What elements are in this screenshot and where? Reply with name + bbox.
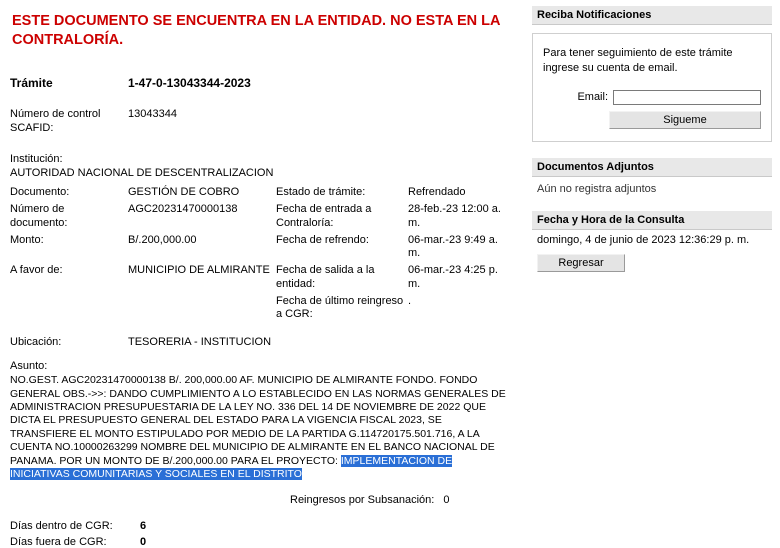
adjuntos-section xyxy=(532,158,772,195)
numero-documento-value: AGC20231470000138 xyxy=(128,203,238,216)
dias-grid xyxy=(10,520,515,548)
fecha-entrada-label: Fecha de entrada a Contraloría: xyxy=(276,203,372,229)
email-row xyxy=(543,90,761,105)
tramite-row xyxy=(10,76,515,90)
estado-value: Refrendado xyxy=(408,186,466,199)
institucion-label: Institución: xyxy=(10,152,63,165)
adjuntos-empty-text: Aún no registra adjuntos xyxy=(537,182,657,195)
ubicacion-value: TESORERIA - INSTITUCION xyxy=(128,336,272,349)
dias-fuera-value: 0 xyxy=(140,535,147,548)
numero-documento-label: Número de documento: xyxy=(10,203,68,229)
sidebar xyxy=(525,0,780,453)
consulta-section xyxy=(532,211,772,272)
tramite-label: Trámite xyxy=(10,76,53,91)
adjuntos-title: Documentos Adjuntos xyxy=(532,158,772,177)
fecha-reingreso-label: Fecha de último reingreso a CGR: xyxy=(276,294,404,321)
notificaciones-box xyxy=(532,33,772,142)
fecha-reingreso-value: . xyxy=(408,294,412,307)
fecha-refrendo-label: Fecha de refrendo: xyxy=(276,233,369,246)
notificaciones-title: Reciba Notificaciones xyxy=(532,6,772,25)
reingresos-row xyxy=(290,494,515,506)
regresar-wrap xyxy=(532,254,772,272)
status-alert: ESTE DOCUMENTO SE ENCUENTRA EN LA ENTIDAD. NO ESTA EN LA CONTRALORÍA. xyxy=(12,13,500,49)
asunto-text xyxy=(10,374,510,482)
dias-fuera-label: Días fuera de CGR: xyxy=(10,535,107,548)
institucion-block xyxy=(10,152,515,181)
asunto-text-highlighted: IMPLEMENTACION DE INICIATIVAS COMUNITARIAS Y SOCIALES EN EL DISTRITO xyxy=(10,454,453,481)
estado-label: Estado de trámite: xyxy=(276,186,366,199)
tramite-value: 1-47-0-13043344-2023 xyxy=(128,76,251,91)
spacer-cell-a xyxy=(10,295,128,323)
monto-label: Monto: xyxy=(10,233,44,246)
fecha-refrendo-value: 06-mar.-23 9:49 a. m. xyxy=(408,233,498,260)
documento-label: Documento: xyxy=(10,186,70,199)
control-number-value: 13043344 xyxy=(128,108,177,121)
reingresos-label: Reingresos por Subsanación: xyxy=(290,493,435,506)
monto-value: B/.200,000.00 xyxy=(128,233,197,246)
sigueme-button[interactable]: Sigueme xyxy=(609,111,761,129)
detalles-grid xyxy=(10,186,515,322)
notificaciones-description: Para tener seguimiento de este trámite ingrese su cuenta de email. xyxy=(543,47,733,74)
dias-dentro-label: Días dentro de CGR: xyxy=(10,519,113,532)
favor-de-label: A favor de: xyxy=(10,264,63,277)
fecha-salida-label: Fecha de salida a la entidad: xyxy=(276,264,375,290)
documento-value: GESTIÓN DE COBRO xyxy=(128,186,240,199)
spacer-cell-b xyxy=(128,295,276,323)
dias-dentro-value: 6 xyxy=(140,519,147,532)
ubicacion-label: Ubicación: xyxy=(10,336,62,349)
consulta-datetime: domingo, 4 de junio de 2023 12:36:29 p. m. xyxy=(537,233,750,246)
fecha-entrada-value: 28-feb.-23 12:00 a. m. xyxy=(408,203,501,229)
institucion-value: AUTORIDAD NACIONAL DE DESCENTRALIZACION xyxy=(10,167,274,180)
asunto-label: Asunto: xyxy=(10,360,48,373)
consulta-title: Fecha y Hora de la Consulta xyxy=(532,211,772,230)
favor-de-value: MUNICIPIO DE ALMIRANTE xyxy=(128,264,270,277)
sigueme-wrap xyxy=(543,111,761,129)
email-label: Email: xyxy=(577,91,608,104)
ubicacion-row xyxy=(10,336,515,348)
control-number-row xyxy=(10,108,515,136)
email-field[interactable] xyxy=(613,90,761,105)
control-number-label: Número de control SCAFID: xyxy=(10,108,101,134)
fecha-salida-value: 06-mar.-23 4:25 p. m. xyxy=(408,264,498,290)
reingresos-value: 0 xyxy=(443,493,450,506)
asunto-text-plain: NO.GEST. AGC20231470000138 B/. 200,000.00 AF. MUNICIPIO DE ALMIRANTE FONDO. FONDO GENERAL OBS.->>: DANDO CUMPLIMIENTO A LO ESTABLECIDO EN LAS NORMAS GENERALES DE ADMINISTRACION PRESUPUESTARIA DE LA LEY NO. 336 DEL 14 DE NOVIEMBRE DE 2022 QUE DICTA EL PRESUPUESTO GENERAL DEL ESTADO PARA LA VIGENCIA FISCAL 2023, SE TRANSFIERE EL MONTO ESTIPULADO POR MEDIO DE LA PARTIDA G.114720175.501.716, A LA CUENTA NO.10000263299 NOMBRE DEL MUNICIPIO DE ALMIRANTE EN EL BANCO NACIONAL DE PANAMA. POR UN MONTO DE B/.200,000.00 PARA EL PROYECTO: xyxy=(10,374,506,467)
regresar-button[interactable]: Regresar xyxy=(537,254,625,272)
